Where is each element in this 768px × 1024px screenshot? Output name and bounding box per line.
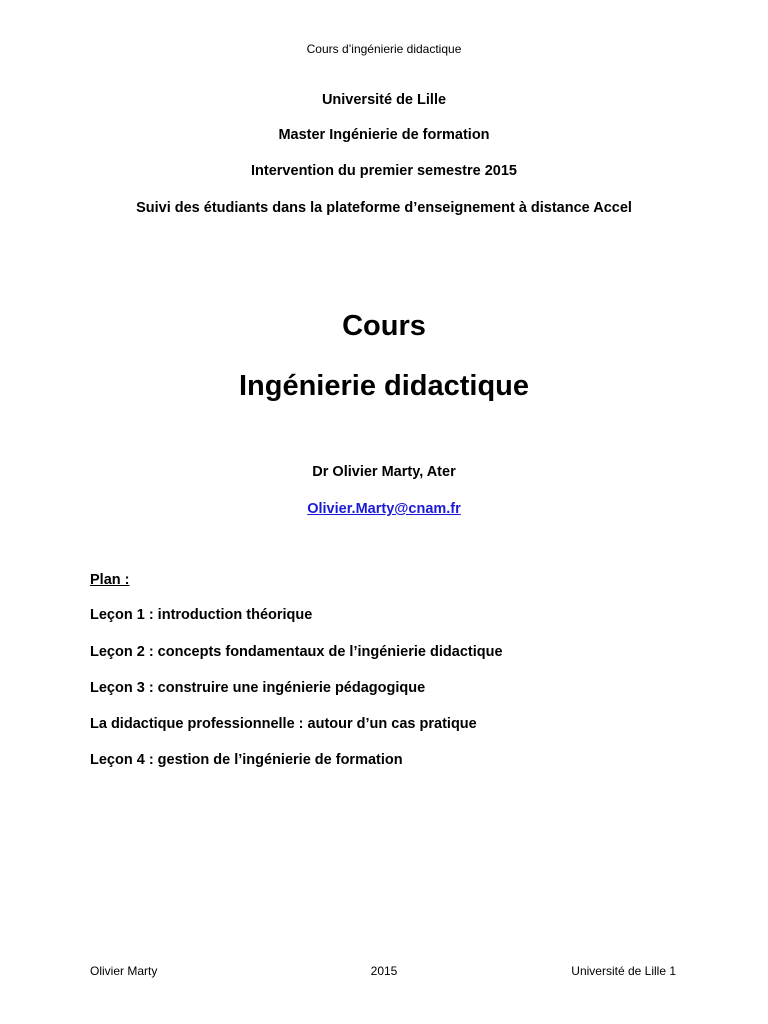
page-header: Cours d’ingénierie didactique — [306, 42, 462, 56]
master-program: Master Ingénierie de formation — [278, 127, 490, 143]
author-name: Dr Olivier Marty, Ater — [312, 464, 456, 480]
plan-item: Leçon 4 : gestion de l’ingénierie de formation — [90, 752, 403, 768]
plan-item: La didactique professionnelle : autour d’un cas pratique — [90, 716, 477, 732]
footer-university: Université de Lille 1 — [571, 964, 676, 978]
plan-item: Leçon 1 : introduction théorique — [90, 607, 313, 623]
plan-heading: Plan : — [90, 572, 130, 588]
footer-author: Olivier Marty — [90, 964, 158, 978]
semester-info: Intervention du premier semestre 2015 — [251, 163, 517, 179]
plan-item: Leçon 3 : construire une ingénierie pédagogique — [90, 680, 426, 696]
author-email-row — [0, 500, 768, 518]
platform-info: Suivi des étudiants dans la plateforme d’enseignement à distance Accel — [136, 200, 632, 216]
university-name: Université de Lille — [321, 92, 447, 108]
plan-item: Leçon 2 : concepts fondamentaux de l’ingénierie didactique — [90, 644, 503, 660]
course-title-line2: Ingénierie didactique — [238, 370, 530, 402]
course-title-line1: Cours — [342, 310, 426, 342]
author-email-link[interactable]: Olivier.Marty@cnam.fr — [307, 501, 461, 517]
footer-year: 2015 — [370, 964, 398, 978]
